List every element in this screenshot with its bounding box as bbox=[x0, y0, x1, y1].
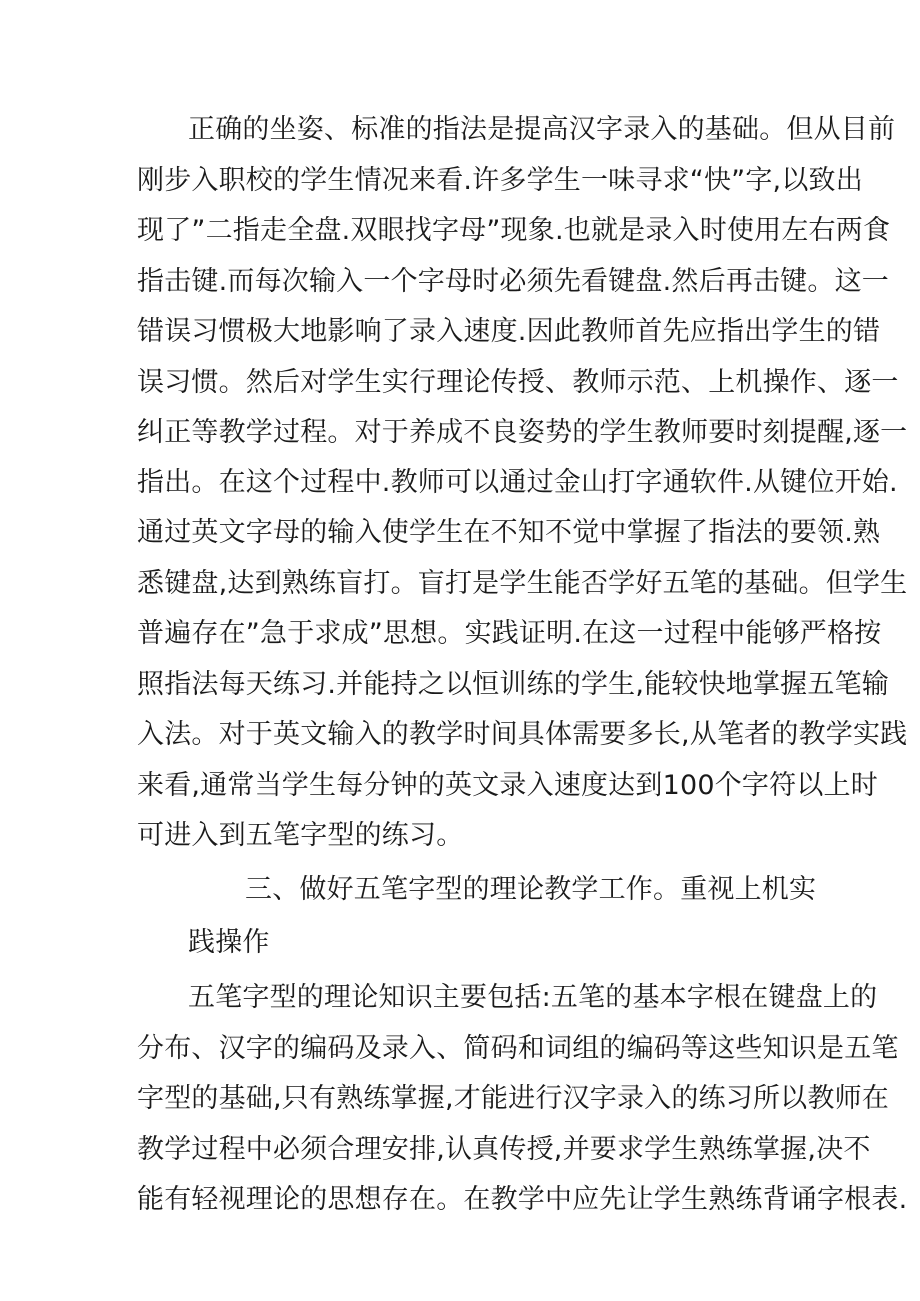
paragraph-line: 纠正等教学过程。对于养成不良姿势的学生教师要时刻提醒,逐一 bbox=[137, 417, 908, 448]
paragraph-line: 能有轻视理论的思想存在。在教学中应先让学生熟练背诵字根表. bbox=[137, 1184, 908, 1215]
paragraph-line: 现了”二指走全盘.双眼找字母”现象.也就是录入时使用左右两食 bbox=[137, 215, 891, 246]
paragraph-line: 误习惯。然后对学生实行理论传授、教师示范、上机操作、逐一 bbox=[137, 367, 899, 398]
paragraph-line: 照指法每天练习.并能持之以恒训练的学生,能较快地掌握五笔输 bbox=[137, 669, 889, 700]
paragraph-line: 错误习惯极大地影响了录入速度.因此教师首先应指出学生的错 bbox=[137, 316, 881, 347]
paragraph-line: 通过英文字母的输入使学生在不知不觉中掌握了指法的要领.熟 bbox=[137, 517, 881, 548]
paragraph-line: 字型的基础,只有熟练掌握,才能进行汉字录入的练习所以教师在 bbox=[137, 1083, 889, 1114]
paragraph-line: 分布、汉字的编码及录入、简码和词组的编码等这些知识是五笔 bbox=[137, 1033, 899, 1064]
paragraph-line: 刚步入职校的学生情况来看.许多学生一味寻求“快”字,以致出 bbox=[137, 165, 863, 196]
paragraph-line: 五笔字型的理论知识主要包括:五笔的基本字根在键盘上的 bbox=[188, 982, 878, 1013]
section-heading-continued: 践操作 bbox=[188, 927, 270, 958]
paragraph-line: 入法。对于英文输入的教学时间具体需要多长,从笔者的教学实践 bbox=[137, 719, 908, 750]
paragraph-line: 可进入到五笔字型的练习。 bbox=[137, 820, 464, 851]
paragraph-line: 来看,通常当学生每分钟的英文录入速度达到100个字符以上时 bbox=[137, 770, 878, 801]
paragraph-line: 普遍存在”急于求成”思想。实践证明.在这一过程中能够严格按 bbox=[137, 618, 882, 649]
paragraph-line: 指击键.而每次输入一个字母时必须先看键盘.然后再击键。这一 bbox=[137, 266, 889, 297]
paragraph-line: 悉键盘,达到熟练盲打。盲打是学生能否学好五笔的基础。但学生 bbox=[137, 568, 908, 599]
paragraph-line: 正确的坐姿、标准的指法是提高汉字录入的基础。但从目前 bbox=[188, 114, 896, 145]
paragraph-line: 指出。在这个过程中.教师可以通过金山打字通软件.从键位开始. bbox=[137, 467, 898, 498]
section-heading: 三、做好五笔字型的理论教学工作。重视上机实 bbox=[245, 874, 817, 905]
paragraph-line: 教学过程中必须合理安排,认真传授,并要求学生熟练掌握,决不 bbox=[137, 1134, 871, 1165]
